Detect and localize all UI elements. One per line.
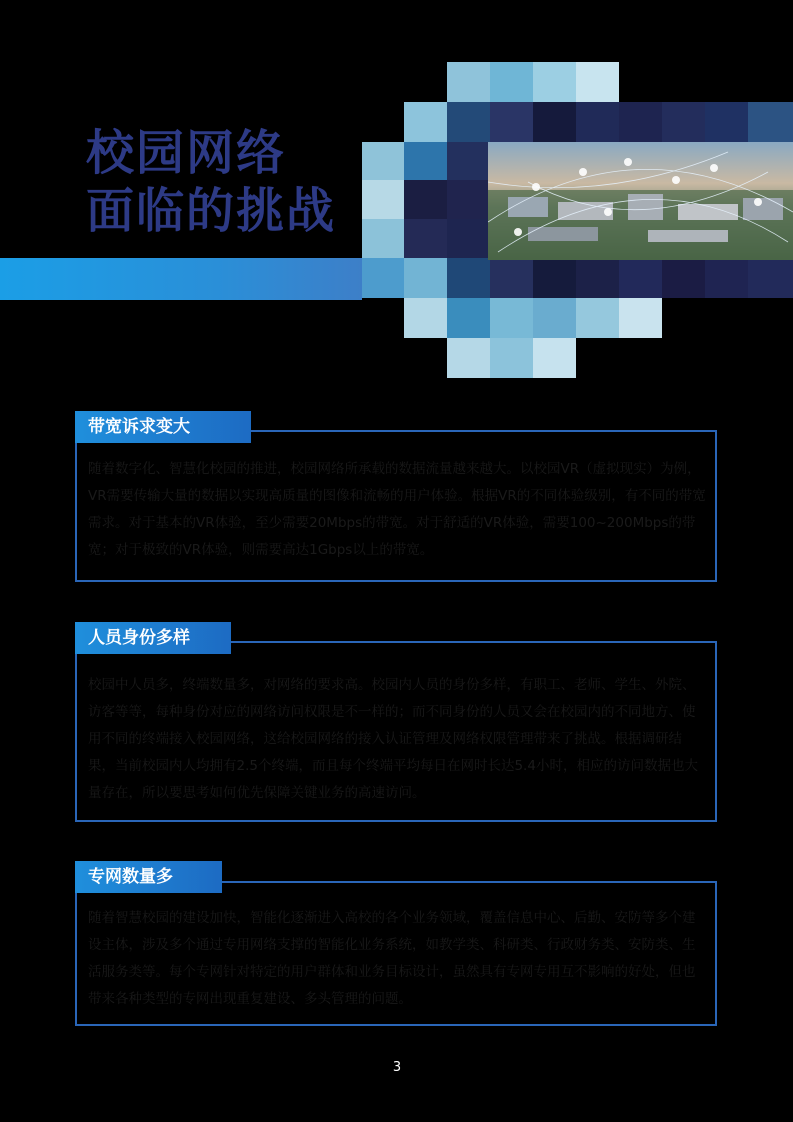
section-body-private-networks: 随着智慧校园的建设加快，智能化逐渐进入高校的各个业务领域，覆盖信息中心、后勤、安防等多个建设主体，涉及多个通过专用网络支撑的智能化业务系统，如教学类、科研类、行政财务类、安防类、生活服务类等。每个专网针对特定的用户群体和业务目标设计，虽然具有专网专用互不影响的好处，但也带来各种类型的专网出现重复建设、多头管理的问题。 bbox=[88, 910, 696, 1007]
mosaic-tile bbox=[619, 102, 662, 142]
mosaic-tile bbox=[362, 180, 405, 220]
mosaic-tile bbox=[619, 298, 662, 338]
mosaic-tile bbox=[705, 102, 748, 142]
mosaic-tile bbox=[447, 180, 490, 220]
title-accent-bar bbox=[0, 258, 362, 300]
page-title bbox=[86, 124, 336, 240]
mosaic-tile bbox=[447, 338, 490, 378]
mosaic-tile bbox=[490, 102, 533, 142]
title-line-1: 校园网络 bbox=[86, 125, 287, 181]
mosaic-tile bbox=[447, 298, 490, 338]
mosaic-tile bbox=[447, 102, 490, 142]
page-number: 3 bbox=[392, 1060, 402, 1075]
mosaic-tile bbox=[447, 258, 490, 298]
mosaic-tile bbox=[404, 180, 447, 220]
mosaic-tile bbox=[748, 102, 793, 142]
mosaic-tile bbox=[404, 298, 447, 338]
mosaic-tile bbox=[533, 62, 576, 102]
mosaic-tile bbox=[662, 258, 705, 298]
mosaic-tile bbox=[362, 258, 405, 298]
mosaic-tile bbox=[404, 219, 447, 259]
section-heading-bandwidth: 带宽诉求变大 bbox=[75, 411, 251, 443]
mosaic-tile bbox=[619, 258, 662, 298]
section-heading-private-networks: 专网数量多 bbox=[75, 861, 222, 893]
mosaic-tile bbox=[490, 338, 533, 378]
mosaic-tile bbox=[447, 142, 490, 182]
campus-network-illustration bbox=[488, 142, 793, 260]
mosaic-tile bbox=[576, 102, 619, 142]
mosaic-tile bbox=[362, 142, 405, 182]
mosaic-tile bbox=[662, 102, 705, 142]
mosaic-tile bbox=[404, 142, 447, 182]
mosaic-tile bbox=[533, 298, 576, 338]
mosaic-tile bbox=[705, 258, 748, 298]
mosaic-tile bbox=[404, 258, 447, 298]
mosaic-tile bbox=[490, 298, 533, 338]
mosaic-tile bbox=[576, 258, 619, 298]
mosaic-tile bbox=[447, 219, 490, 259]
section-body-identity: 校园中人员多，终端数量多，对网络的要求高。校园内人员的身份多样，有职工、老师、学生、外院、访客等等，每种身份对应的网络访问权限是不一样的；而不同身份的人员又会在校园内的不同地方、使用不同的终端接入校园网络，这给校园网络的接入认证管理及网络权限管理带来了挑战。根据调研结果，当前校园内人均拥有2.5个终端，而且每个终端平均每日在网时长达5.4小时，相应的访问数据也大量存在，所以要思考如何优先保障关键业务的高速访问。 bbox=[88, 677, 698, 801]
mosaic-tile bbox=[490, 62, 533, 102]
title-line-2: 面临的挑战 bbox=[86, 183, 337, 239]
mosaic-tile bbox=[490, 258, 533, 298]
campus-network-photo bbox=[488, 142, 793, 260]
mosaic-tile bbox=[533, 258, 576, 298]
section-heading-identity: 人员身份多样 bbox=[75, 622, 231, 654]
mosaic-tile bbox=[748, 258, 793, 298]
mosaic-tile bbox=[533, 102, 576, 142]
mosaic-tile bbox=[362, 219, 405, 259]
mosaic-tile bbox=[576, 62, 619, 102]
section-body-bandwidth: 随着数字化、智慧化校园的推进，校园网络所承载的数据流量越来越大。以校园VR（虚拟现实）为例，VR需要传输大量的数据以实现高质量的图像和流畅的用户体验。根据VR的不同体验级别，有不同的带宽需求。对于基本的VR体验，至少需要20Mbps的带宽。对于舒适的VR体验，需要100~200Mbps的带宽；对于极致的VR体验，则需要高达1Gbps以上的带宽。 bbox=[88, 461, 706, 558]
mosaic-tile bbox=[404, 102, 447, 142]
mosaic-tile bbox=[533, 338, 576, 378]
mosaic-tile bbox=[576, 298, 619, 338]
mosaic-tile bbox=[447, 62, 490, 102]
